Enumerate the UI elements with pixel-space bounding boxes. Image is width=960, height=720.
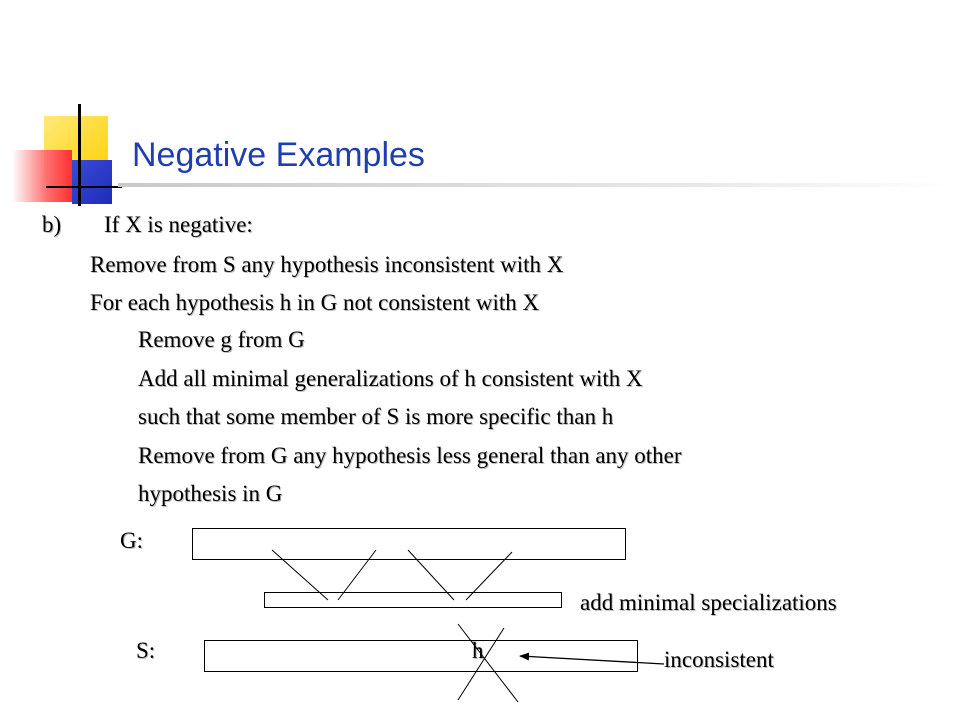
step-label: b) xyxy=(42,212,62,237)
body-line-1: If X is negative: xyxy=(104,212,253,237)
body-line-3: For each hypothesis h in G not consistent with X xyxy=(90,290,540,315)
specialization-line-3 xyxy=(408,550,454,600)
specialization-line-1 xyxy=(272,550,328,600)
body-line-2: Remove from S any hypothesis inconsistent with X xyxy=(90,252,564,277)
h-label: h xyxy=(472,638,484,663)
specialization-line-4 xyxy=(466,552,512,600)
inconsistent-arrow xyxy=(520,656,664,664)
s-label: S: xyxy=(136,638,156,663)
body-line-8: hypothesis in G xyxy=(138,481,283,506)
specialization-line-2 xyxy=(338,550,376,600)
body-line-6: such that some member of S is more specific than h xyxy=(138,404,614,429)
inconsistent-label: inconsistent xyxy=(664,647,774,672)
g-label: G: xyxy=(120,528,143,553)
cross-out-line-1 xyxy=(458,624,518,702)
body-line-5: Add all minimal generalizations of h consistent with X xyxy=(138,366,643,391)
specializations-label: add minimal specializations xyxy=(580,590,837,615)
cross-out-line-2 xyxy=(458,628,504,700)
slide-title: Negative Examples xyxy=(132,136,425,174)
body-line-4: Remove g from G xyxy=(138,327,305,352)
body-line-7: Remove from G any hypothesis less general than any other xyxy=(138,443,682,468)
